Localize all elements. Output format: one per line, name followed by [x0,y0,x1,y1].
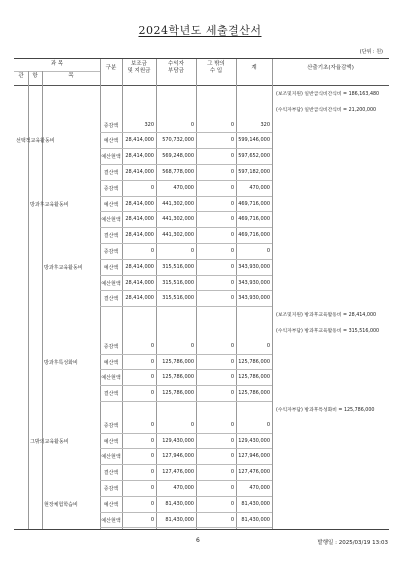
table-row [14,512,389,528]
beneficiary-amount: 125,786,000 [162,390,194,397]
total-amount: 81,430,000 [241,516,270,523]
table-row [14,180,389,196]
row-category: 예산액 [103,201,119,208]
total-amount: 343,930,000 [238,295,270,302]
other-income-amount: 0 [230,516,234,523]
other-income-amount: 0 [230,437,234,444]
table-row [14,338,389,354]
subsidy-amount: 320 [144,121,154,128]
other-income-amount: 0 [230,374,234,381]
beneficiary-amount: 0 [190,121,194,128]
total-amount: 127,476,000 [238,469,270,476]
subsidy-amount: 28,414,000 [125,295,154,302]
row-category: 예산현액 [101,454,121,461]
table-row [14,227,389,243]
beneficiary-amount: 441,302,000 [162,200,194,207]
subsidy-amount: 0 [150,184,154,191]
table-row [14,196,389,212]
header-hang: 항 [32,73,38,79]
row-category: 증감액 [103,185,119,192]
table-row [14,132,389,148]
beneficiary-amount: 127,946,000 [162,453,194,460]
beneficiary-amount: 0 [190,421,194,428]
document-title: 2024학년도 세출결산서 [138,24,262,37]
subsidy-amount: 0 [150,358,154,365]
unit-label: (단위 : 원) [359,49,383,55]
table-row [14,417,389,433]
issue-date: 발행일 : 2025/03/19 13:03 [317,540,388,546]
beneficiary-amount: 127,476,000 [162,469,194,476]
subsidy-amount: 28,414,000 [125,232,154,239]
row-category: 결산액 [103,170,119,176]
other-income-amount: 0 [230,453,234,460]
total-amount: 469,716,000 [238,216,270,223]
total-amount: 470,000 [249,184,270,191]
subsidy-amount: 0 [150,516,154,523]
other-income-amount: 0 [230,200,234,207]
header-subject: 과 목 [50,61,64,67]
table-row [14,433,389,449]
beneficiary-amount: 441,302,000 [162,232,194,239]
header-gwan: 관 [18,73,24,79]
row-category: 증감액 [103,422,119,429]
subsidy-amount: 0 [150,374,154,381]
calculation-note: (수익자부담) 방과후특성화비 = 125,786,000 [276,408,375,413]
total-amount: 0 [266,248,270,254]
total-amount: 81,430,000 [241,500,270,507]
subsidy-amount: 0 [150,485,154,491]
subsidy-amount: 0 [150,469,154,476]
table-row [14,211,389,227]
grid-line [100,527,272,528]
table-row [14,148,389,164]
subsidy-amount: 28,414,000 [125,137,154,144]
table-row [14,259,389,275]
beneficiary-amount: 125,786,000 [162,358,194,365]
subsidy-amount: 0 [150,421,154,428]
total-amount: 320 [260,121,270,128]
subsidy-amount: 28,414,000 [125,263,154,270]
other-income-amount: 0 [230,137,234,144]
other-income-amount: 0 [230,153,234,160]
row-subject-label: 방과후교육활동비 [30,201,69,208]
beneficiary-amount: 81,430,000 [165,500,194,507]
row-subject-label: 방과후특성화비 [44,359,78,366]
other-income-amount: 0 [230,500,234,507]
total-amount: 599,146,000 [238,137,270,144]
row-category: 예산액 [103,501,119,508]
beneficiary-amount: 470,000 [173,485,194,491]
other-income-amount: 0 [230,342,234,349]
beneficiary-amount: 0 [190,342,194,349]
other-income-amount: 0 [230,232,234,239]
calculation-note: (수익자부담) 방과후교육활동비 = 315,516,000 [276,329,380,334]
row-category: 결산액 [103,470,119,477]
table-row [14,496,389,512]
header-gubun: 구분 [105,65,117,71]
other-income-amount: 0 [230,184,234,191]
other-income-amount: 0 [230,469,234,476]
total-amount: 125,786,000 [238,374,270,381]
beneficiary-amount: 441,302,000 [162,216,194,223]
subsidy-amount: 0 [150,500,154,507]
table-row [14,275,389,291]
other-income-amount: 0 [230,263,234,270]
beneficiary-amount: 568,778,000 [162,169,194,175]
subsidy-amount: 0 [150,342,154,349]
row-category: 예산액 [103,264,119,271]
beneficiary-amount: 570,732,000 [162,137,194,144]
row-category: 예산현액 [101,154,121,161]
total-amount: 469,716,000 [238,232,270,239]
subsidy-amount: 0 [150,453,154,460]
calculation-note: (보조및지원) 일반급식비간식비 = 186,163,480 [276,92,380,97]
other-income-amount: 0 [230,169,234,175]
other-income-amount: 0 [230,216,234,223]
beneficiary-amount: 0 [190,248,194,254]
table-row [14,290,389,306]
row-category: 예산액 [103,438,119,445]
table-row [14,164,389,180]
total-amount: 597,182,000 [238,169,270,175]
subsidy-amount: 28,414,000 [125,169,154,175]
subsidy-amount: 28,414,000 [125,153,154,160]
table-row [14,385,389,401]
table-row [14,243,389,259]
header-beneficiary: 수익자 부담금 [168,61,184,74]
row-category: 결산액 [103,391,119,398]
table-row [14,464,389,480]
table-row [14,354,389,370]
row-category: 증감액 [103,122,119,129]
other-income-amount: 0 [230,358,234,365]
row-category: 증감액 [103,343,119,350]
row-category: 증감액 [103,249,119,255]
row-category: 예산현액 [101,217,121,224]
row-category: 결산액 [103,233,119,240]
header-subsidy: 보조금 및 지원금 [127,61,151,74]
beneficiary-amount: 315,516,000 [162,263,194,270]
total-amount: 129,430,000 [238,437,270,444]
subsidy-amount: 28,414,000 [125,279,154,286]
header-mok: 목 [68,73,74,79]
subsidy-amount: 0 [150,437,154,444]
beneficiary-amount: 470,000 [173,184,194,191]
other-income-amount: 0 [230,295,234,302]
other-income-amount: 0 [230,248,234,254]
other-income-amount: 0 [230,390,234,397]
beneficiary-amount: 129,430,000 [162,437,194,444]
row-subject-label: 그밖의교육활동비 [30,438,69,445]
row-subject-label: 현장체험학습비 [44,501,78,508]
subsidy-amount: 28,414,000 [125,216,154,223]
other-income-amount: 0 [230,485,234,491]
total-amount: 125,786,000 [238,390,270,397]
subsidy-amount: 0 [150,390,154,397]
row-category: 예산액 [103,138,119,145]
row-category: 증감액 [103,486,119,492]
page-number: 6 [196,537,200,544]
header-other-income: 그 밖의 수 입 [207,61,225,74]
table-row [14,480,389,496]
beneficiary-amount: 125,786,000 [162,374,194,381]
calculation-note: (수익자부담) 일반급식비간식비 = 21,200,000 [276,107,377,113]
total-amount: 343,930,000 [238,263,270,270]
other-income-amount: 0 [230,421,234,428]
header-total: 계 [251,65,257,71]
subsidy-amount: 28,414,000 [125,200,154,207]
header-basis: 산출기초(자율감액) [307,65,354,71]
total-amount: 125,786,000 [238,358,270,365]
total-amount: 0 [266,421,270,428]
row-subject-label: 선택적교육활동비 [16,138,55,145]
total-amount: 127,946,000 [238,453,270,460]
row-category: 예산현액 [101,280,121,287]
total-amount: 0 [266,342,270,349]
total-amount: 469,716,000 [238,200,270,207]
total-amount: 343,930,000 [238,279,270,286]
row-category: 결산액 [103,296,119,303]
other-income-amount: 0 [230,121,234,128]
other-income-amount: 0 [230,279,234,286]
beneficiary-amount: 315,516,000 [162,279,194,286]
beneficiary-amount: 569,248,000 [162,153,194,160]
grid-line [14,71,100,72]
row-category: 예산액 [103,359,119,366]
table-row [14,369,389,385]
subsidy-amount: 0 [150,248,154,254]
row-subject-label: 방과후교육활동비 [44,264,83,271]
budget-table [14,58,389,530]
total-amount: 470,000 [249,485,270,491]
row-category: 예산현액 [101,517,121,524]
beneficiary-amount: 315,516,000 [162,295,194,302]
beneficiary-amount: 81,430,000 [165,516,194,523]
calculation-note: (보조및지원) 방과후교육활동비 = 28,414,000 [276,313,377,319]
table-row [14,448,389,464]
row-category: 예산현액 [101,375,121,382]
total-amount: 597,652,000 [238,153,270,160]
table-row [14,117,389,133]
